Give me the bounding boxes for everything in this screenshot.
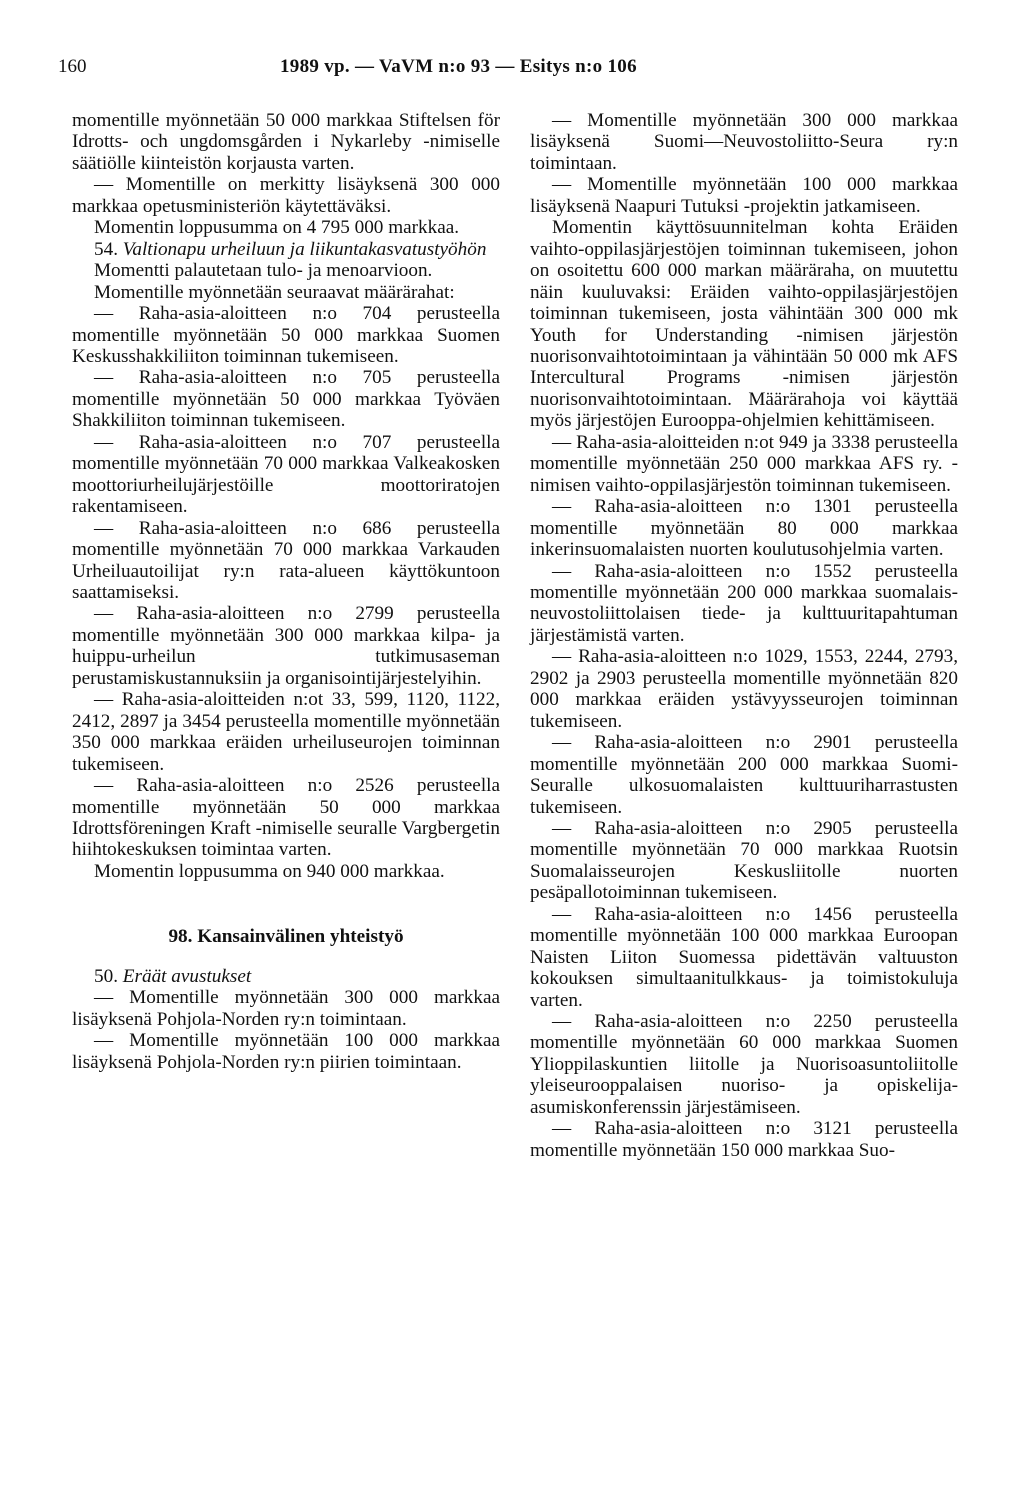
paragraph: — Momentille on merkitty lisäyksenä 300 000 markkaa opetusministeriön käytettäväksi. [72,174,500,217]
paragraph: — Raha-asia-aloitteiden n:ot 33, 599, 1120, 1122, 2412, 2897 ja 3454 perusteella momentille myönnetään 350 000 markkaa eräiden urheiluseurojen toiminnan tukemiseen. [72,689,500,775]
right-column [530,110,958,1161]
paragraph: — Raha-asia-aloitteen n:o 2905 perusteella momentille myönnetään 70 000 markkaa Ruotsin Suomalaisseurojen Keskusliitolle nuorten pesäpallotoiminnan tukemiseen. [530,817,958,904]
paragraph: — Raha-asia-aloitteen n:o 705 perusteella momentille myönnetään 50 000 markkaa Työväen Shakkiliiton toiminnan tukemiseen. [72,367,500,432]
item-number: 50. [94,965,118,987]
item-title: Eräät avustukset [122,965,252,987]
paragraph: momentille myönnetään 50 000 markkaa Stiftelsen för Idrotts- och ungdomsgården i Nykarleby -nimiselle säätiölle kiinteistön korjausta varten. [72,110,500,174]
paragraph: — Raha-asia-aloitteen n:o 1456 perusteella momentille myönnetään 100 000 markkaa Euroopan Naisten Liiton Suomessa pidettävän valtuuston kokouksen simultaanitulkkaus- ja toimistokuluja varten. [530,903,958,1011]
paragraph: — Raha-asia-aloitteen n:o 1552 perusteella momentille myönnetään 200 000 markkaa suomalais-neuvostoliittolaisen tiede- ja kulttuuritapahtuman järjestämistä varten. [530,560,958,646]
paragraph: — Raha-asia-aloitteen n:o 1301 perusteella momentille myönnetään 80 000 markkaa inkerinsuomalaisten nuorten koulutusohjelmia varten. [530,496,958,561]
paragraph: Momentti palautetaan tulo- ja menoarvioon. [94,260,433,282]
paragraph: — Momentille myönnetään 300 000 markkaa lisäyksenä Suomi—Neuvostoliitto-Seura ry:n toimintaan. [530,110,958,174]
paragraph: — Raha-asia-aloitteen n:o 3121 perusteella momentille myönnetään 150 000 markkaa Suo- [530,1118,958,1161]
paragraph: Momentin loppusumma on 940 000 markkaa. [94,860,445,882]
paragraph: Momentin loppusumma on 4 795 000 markkaa. [94,217,460,239]
paragraph: — Raha-asia-aloitteen n:o 2526 perusteella momentille myönnetään 50 000 markkaa Idrottsföreningen Kraft -nimiselle seuralle Vargbergetin hiihtokeskuksen toimintaa varten. [72,775,500,861]
running-head: 1989 vp. — VaVM n:o 93 — Esitys n:o 106 [280,56,637,77]
item-heading-54 [72,239,500,260]
paragraph: — Raha-asia-aloitteen n:o 2799 perusteella momentille myönnetään 300 000 markkaa kilpa- ja huippu-urheilun tutkimusaseman perustamiskustannuksiin ja organisointijärjestelyihin. [72,603,500,689]
paragraph: — Raha-asia-aloitteen n:o 2250 perusteella momentille myönnetään 60 000 markkaa Suomen Ylioppilaskuntien liitolle ja Nuorisoasuntoliitolle yleiseurooppalaisen nuoriso- ja opiskelija-asumiskonferenssin järjestämiseen. [530,1011,958,1118]
paragraph: — Raha-asia-aloitteen n:o 704 perusteella momentille myönnetään 50 000 markkaa Suomen Keskusshakkiliiton toiminnan tukemiseen. [72,303,500,367]
paragraph: — Raha-asia-aloitteen n:o 707 perusteella momentille myönnetään 70 000 markkaa Valkeakosken moottoriurheilujärjestöille moottoriratojen rakentamiseen. [72,431,500,518]
paragraph: — Momentille myönnetään 300 000 markkaa lisäyksenä Pohjola-Norden ry:n toimintaan. [72,987,500,1030]
left-column [72,110,500,1073]
paragraph: — Momentille myönnetään 100 000 markkaa lisäyksenä Naapuri Tutuksi -projektin jatkamiseen. [530,174,958,217]
item-heading-50 [72,966,500,987]
paragraph: Momentin käyttösuunnitelman kohta Eräiden vaihto-oppilasjärjestöjen toiminnan tukemiseen, johon on osoitettu 600 000 markan määräraha, on muutettu näin kuuluvaksi: Eräiden vaihto-oppilasjärjestöjen toiminnan tukemiseen, josta vähintään 300 000 mk Youth for Understanding -nimisen järjestön nuorisonvaihtotoimintaan ja vähintään 50 000 mk AFS Intercultural Programs -nimisen järjestön nuorisonvaihtotoimintaan. Määrärahoja voi käyttää myös järjestöjen Eurooppa-ohjelmien kehittämiseen. [530,217,958,432]
item-title: Valtionapu urheiluun ja liikuntakasvatustyöhön [122,238,487,260]
page-header [58,56,974,86]
paragraph: — Raha-asia-aloitteen n:o 2901 perusteella momentille myönnetään 200 000 markkaa Suomi-Seuralle ulkosuomalaisten kulttuuriharrastusten tukemiseen. [530,732,958,818]
paragraph: — Momentille myönnetään 100 000 markkaa lisäyksenä Pohjola-Norden ry:n piirien toimintaan. [72,1030,500,1073]
paragraph: — Raha-asia-aloitteiden n:ot 949 ja 3338 perusteella momentille myönnetään 250 000 markkaa AFS ry. -nimisen vaihto-oppilasjärjestön toiminnan tukemiseen. [530,431,958,496]
paragraph: — Raha-asia-aloitteen n:o 686 perusteella momentille myönnetään 70 000 markkaa Varkauden Urheiluautoilijat ry:n rata-alueen käyttökuntoon saattamiseksi. [72,517,500,603]
section-heading: 98. Kansainvälinen yhteistyö [168,926,404,948]
paragraph: — Raha-asia-aloitteen n:o 1029, 1553, 2244, 2793, 2902 ja 2903 perusteella momentille myönnetään 820 000 markkaa eräiden ystävyysseurojen toiminnan tukemiseen. [530,646,958,732]
paragraph: Momentille myönnetään seuraavat määrärahat: [94,281,455,303]
item-number: 54. [94,238,118,260]
page-number: 160 [58,56,87,77]
